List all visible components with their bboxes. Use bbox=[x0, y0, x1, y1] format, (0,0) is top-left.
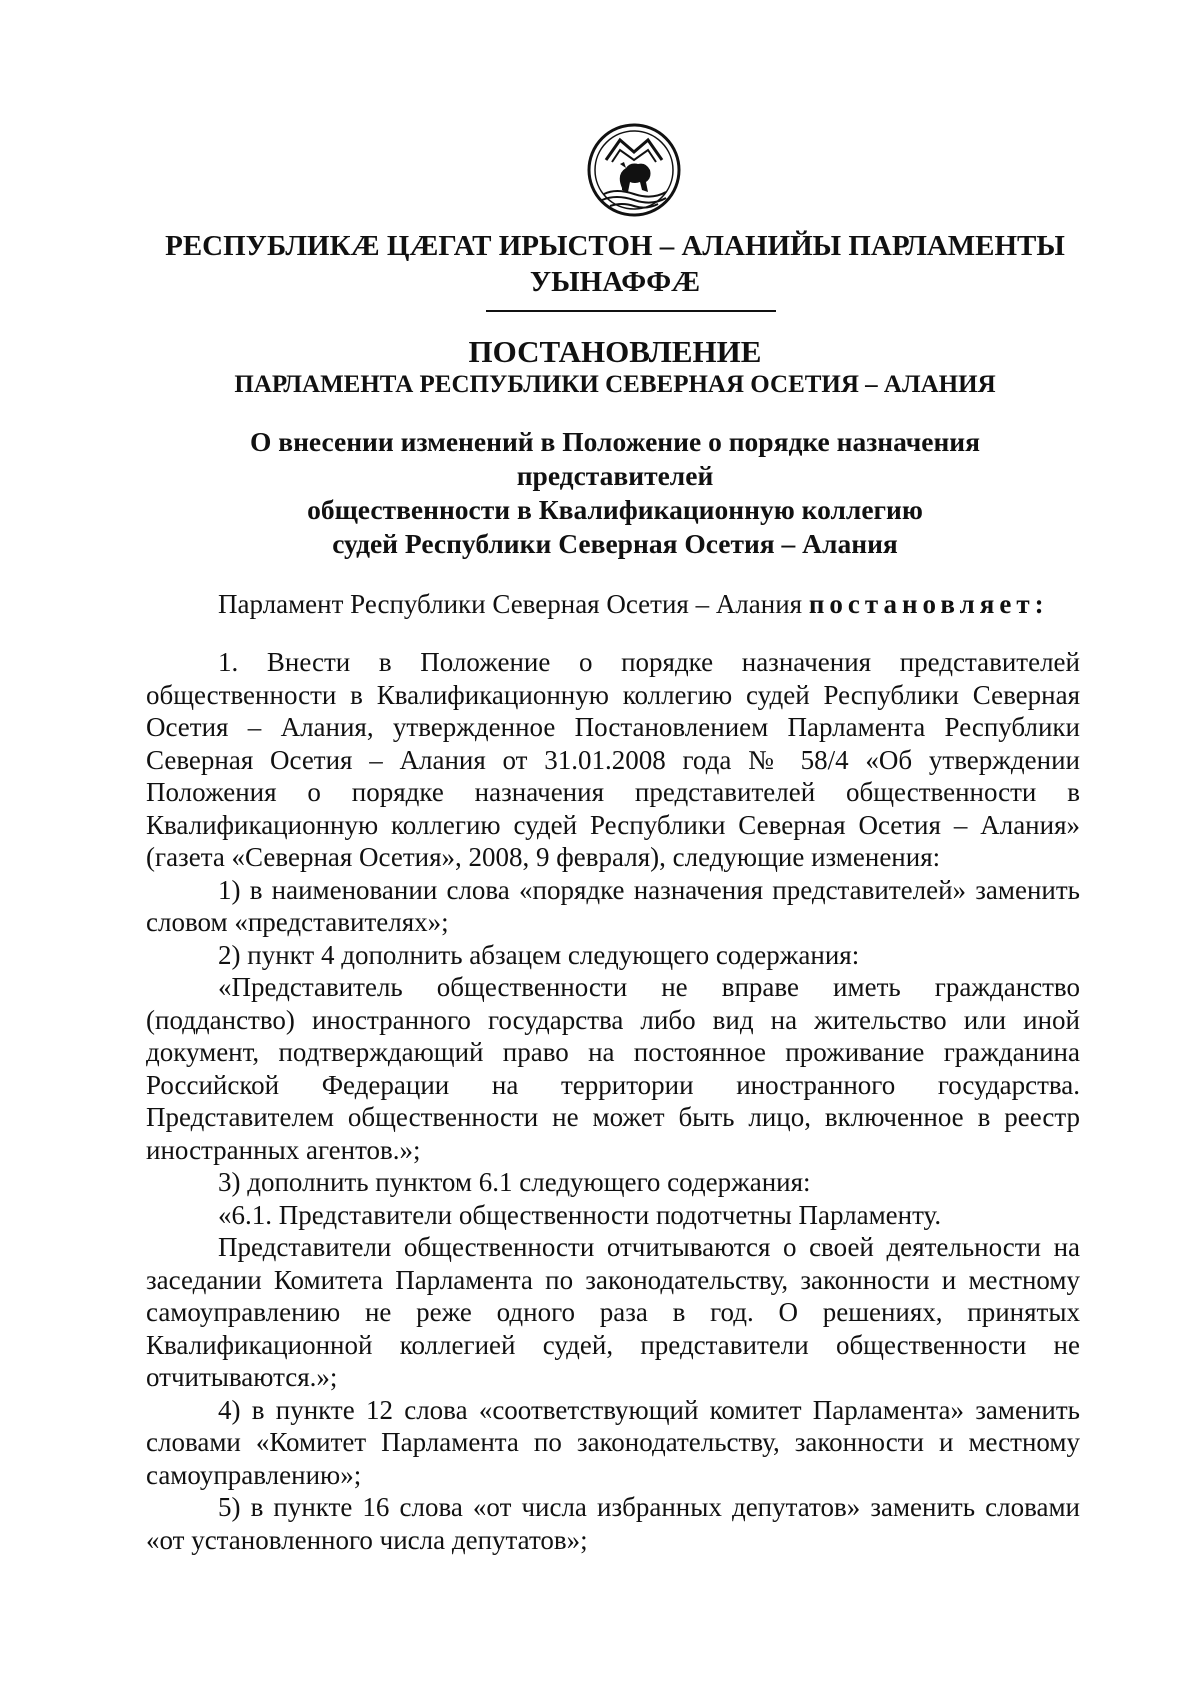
amendments-list bbox=[146, 646, 1080, 1556]
preamble bbox=[146, 588, 1080, 621]
subject-line: судей Республики Северная Осетия – Алания bbox=[332, 528, 898, 559]
header-divider bbox=[486, 310, 776, 312]
ossetian-header-line2: УЫНАФФӔ bbox=[529, 266, 701, 298]
amendment-item-4: 4) в пункте 12 слова «соответствующий комитет Парламента» заменить словами «Комитет Парламента по законодательству, законности и местному самоуправлению»; bbox=[146, 1394, 1080, 1490]
preamble-action: постановляет: bbox=[808, 589, 1049, 619]
paragraph-item-1: 1. Внести в Положение о порядке назначения представителей общественности в Квалификационную коллегию судей Республики Северная Осетия – Алания, утвержденное Постановлением Парламента Республики Северная Осетия – Алания от 31.01.2008 года № 58/4 «Об утверждении Положения о порядке назначения представителей общественности в Квалификационную коллегию судей Республики Северная Осетия – Алания» (газета «Северная Осетия», 2008, 9 февраля), следующие изменения: bbox=[146, 647, 1080, 872]
decree-title: ПОСТАНОВЛЕНИЕ bbox=[468, 334, 762, 369]
quoted-paragraph: «Представитель общественности не вправе иметь гражданство (подданство) иностранного государства либо вид на жительство или иной документ, подтверждающий право на постоянное проживание гражданина Российской Федерации на территории иностранного государства. Представителем общественности не может быть лицо, включенное в реестр иностранных агентов.»; bbox=[146, 972, 1080, 1165]
subject-line: О внесении изменений в Положение о порядке назначения представителей bbox=[249, 426, 981, 491]
document-subject bbox=[150, 425, 1080, 561]
quoted-paragraph: «6.1. Представители общественности подотчетны Парламенту. bbox=[218, 1199, 942, 1230]
amendment-item-3: 3) дополнить пунктом 6.1 следующего содержания: bbox=[218, 1167, 811, 1197]
ossetian-header bbox=[150, 228, 1080, 300]
decree-subtitle: ПАРЛАМЕНТА РЕСПУБЛИКИ СЕВЕРНАЯ ОСЕТИЯ – АЛАНИЯ bbox=[234, 371, 996, 398]
subject-line: общественности в Квалификационную коллегию bbox=[307, 494, 923, 525]
ossetian-header-line1: РЕСПУБЛИКӔ ЦӔГАТ ИРЫСТОН – АЛАНИЙЫ ПАРЛАМЕНТЫ bbox=[165, 230, 1065, 262]
preamble-text: Парламент Республики Северная Осетия – Алания bbox=[218, 589, 809, 619]
coat-of-arms-icon bbox=[586, 122, 682, 218]
amendment-item-1: 1) в наименовании слова «порядке назначения представителей» заменить словом «представителях»; bbox=[146, 874, 1080, 937]
quoted-paragraph: Представители общественности отчитываются о своей деятельности на заседании Комитета Парламента по законодательству, законности и местному самоуправлению не реже одного раза в год. О решениях, принятых Квалификационной коллегией судей, представители общественности не отчитываются.»; bbox=[146, 1232, 1080, 1392]
amendment-item-2: 2) пункт 4 дополнить абзацем следующего содержания: bbox=[218, 939, 860, 970]
amendment-item-5: 5) в пункте 16 слова «от числа избранных депутатов» заменить словами «от установленного числа депутатов»; bbox=[146, 1492, 1080, 1555]
